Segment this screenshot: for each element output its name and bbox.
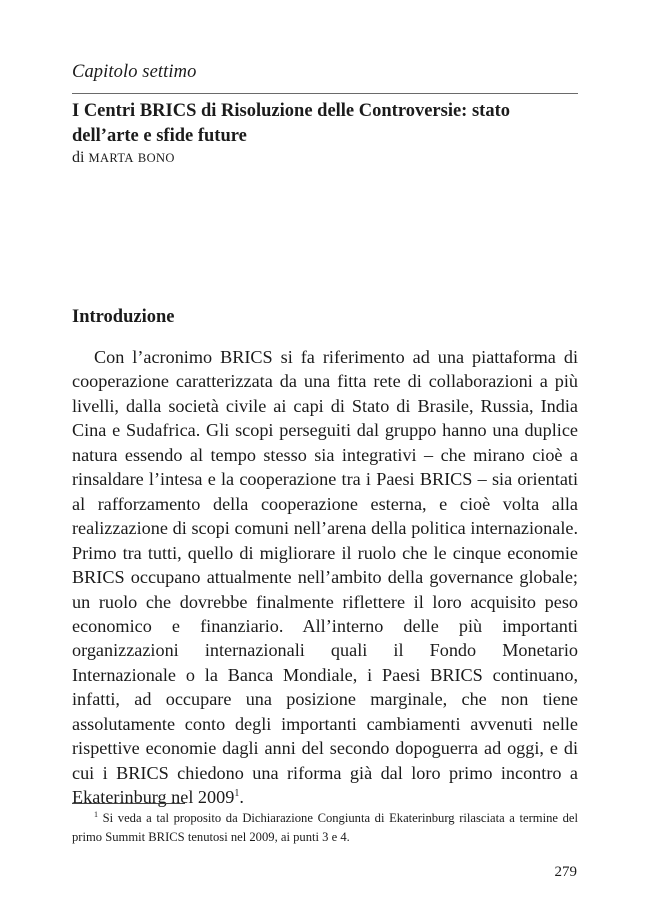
- author-line: [72, 149, 175, 167]
- page-number: 279: [554, 864, 577, 880]
- body-paragraph: [72, 345, 578, 810]
- chapter-label: Capitolo settimo: [72, 62, 197, 82]
- footnote: [72, 809, 578, 847]
- footnote-body: [72, 809, 578, 847]
- header-rule: [72, 93, 578, 94]
- author-first-name: MARTA: [88, 151, 134, 165]
- footnote-text: Si veda a tal proposito da Dichiarazione Congiunta di Ekaterinburg rilasciata a termine del primo Summit BRICS tenutosi nel 2009, ai punti 3 e 4.: [72, 811, 578, 844]
- footnote-rule: [72, 803, 185, 804]
- footnote-reference[interactable]: 1: [234, 788, 240, 800]
- paragraph-text: Con l’acronimo BRICS si fa riferimento ad una piattaforma di cooperazione caratterizzata da una fitta rete di collaborazioni a più livelli, dalla società civile ai capi di Stato di Brasile, Russia, India Cina e Sudafrica. Gli scopi perseguiti dal gruppo hanno una duplice natura essendo al tempo stesso sia integrativi – che mirano cioè a rinsaldare l’intesa e la cooperazione tra i Paesi BRICS – sia orientati al rafforzamento della cooperazione esterna, e cioè volta alla realizzazione di scopi comuni nell’arena della politica internazionale. Primo tra tutti, quello di migliorare il ruolo che le cinque economie BRICS occupano attualmente nell’ambito della governance globale; un ruolo che dovrebbe finalmente riflettere il loro acquisito peso economico e finanziario. All’interno delle più importanti organizzazioni internazionali quali il Fondo Monetario Internazionale o la Banca Mondiale, i Paesi BRICS continuano, infatti, ad occupare una posizione marginale, che non tiene assolutamente conto degli importanti cambiamenti avvenuti nelle rispettive economie dagli anni del secondo dopoguerra ad oggi, e di cui i BRICS chiedono una riforma già dal loro primo incontro a Ekaterinburg nel 2009: [72, 347, 578, 808]
- author-last-name: BONO: [137, 151, 175, 165]
- section-heading: Introduzione: [72, 307, 175, 327]
- body-text: [72, 345, 578, 810]
- paragraph-end: .: [239, 787, 244, 808]
- author-prefix: di: [72, 149, 85, 166]
- footnote-number: 1: [94, 809, 98, 819]
- chapter-title: I Centri BRICS di Risoluzione delle Controversie: stato dell’arte e sfide future: [72, 101, 510, 146]
